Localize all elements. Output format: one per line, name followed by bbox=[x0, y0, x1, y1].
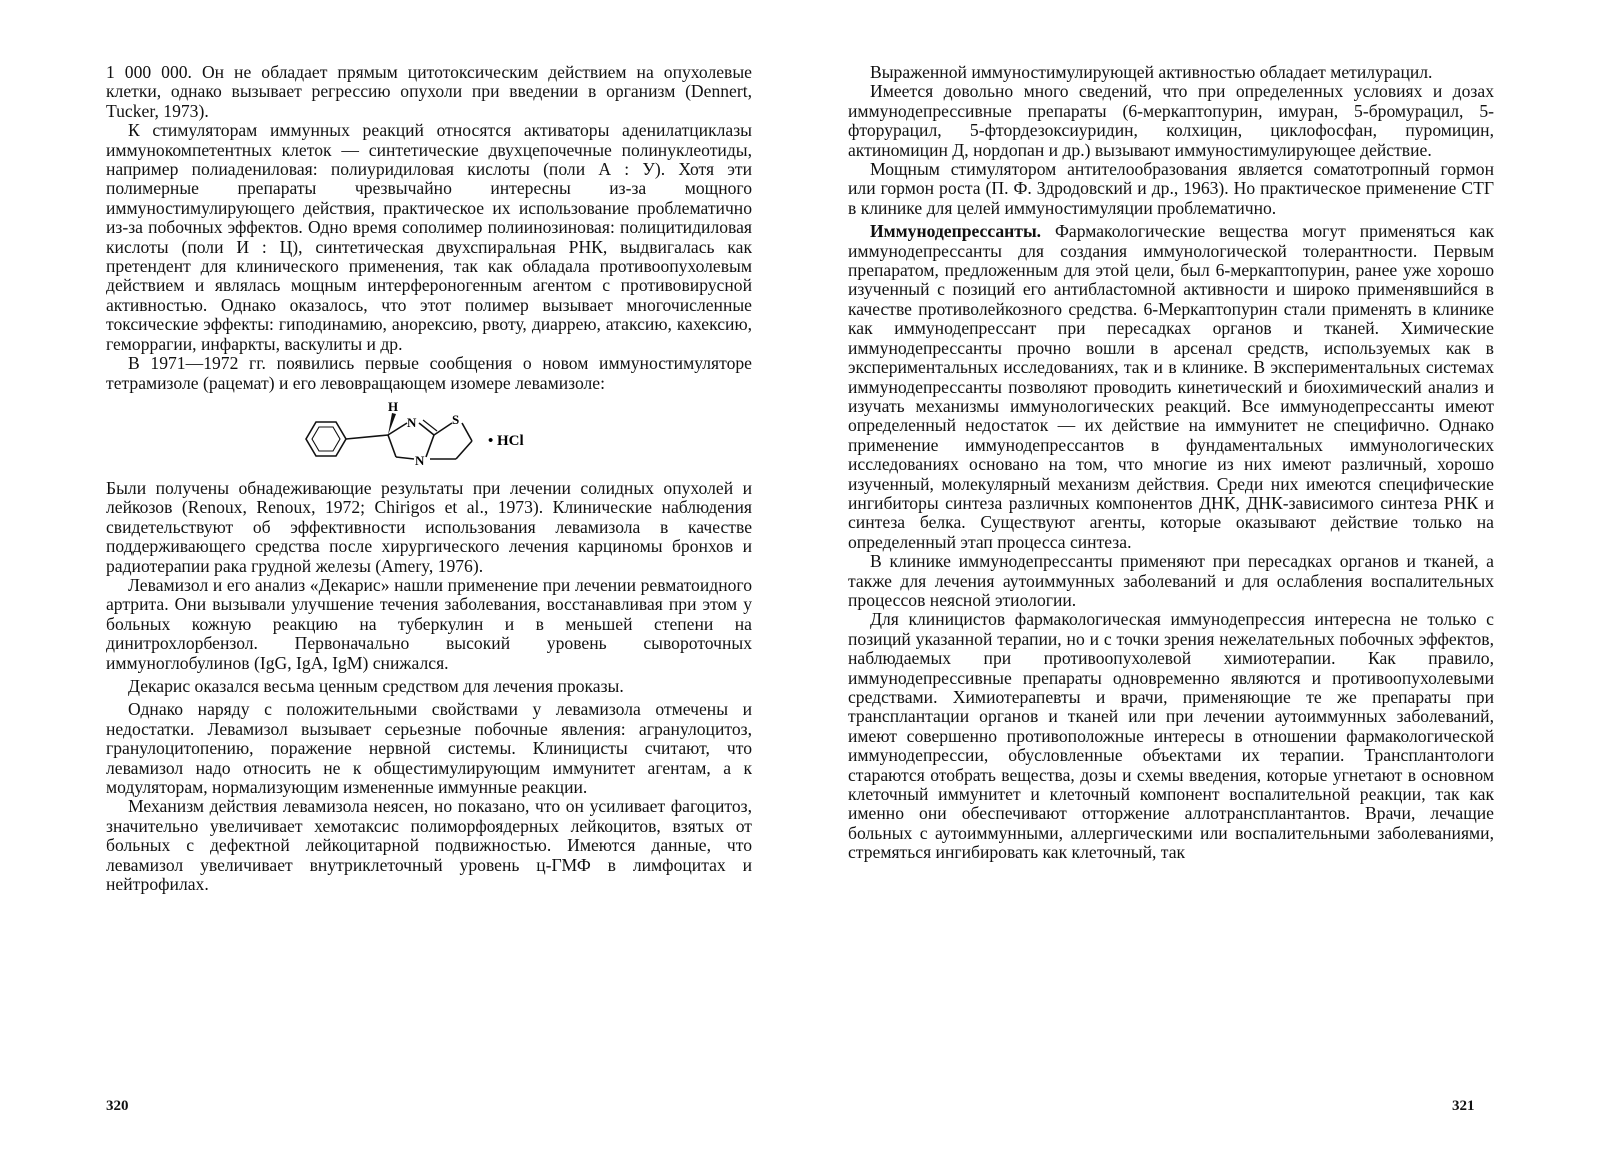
benzene-inner-ring bbox=[312, 427, 340, 451]
paragraph: Левамизол и его анализ «Декарис» нашли применение при лечении ревматоидного артрита. Они вызывали улучшение течения заболевания, восстанавливая при этом у больных кожную реакцию на туберкулин и в меньшей степени на динитрохлорбензол. Первоначально высокий уровень сывороточных иммуноглобулинов (IgG, IgA, IgM) снижался. bbox=[106, 574, 752, 673]
paragraph: Мощным стимулятором антителообразования является соматотропный гормон или гормон роста (П. Ф. Здродовский и др., 1963). Но практическое применение СТГ в клинике для целей иммуностимуляции проблематично. bbox=[848, 159, 1494, 218]
paragraph: Для клиницистов фармакологическая иммунодепрессия интересна не только с позиций указанной терапии, но и с точки зрения нежелательных побочных эффектов, наблюдаемых при противоопухолевой химиотерапии. Как правило, иммунодепрессивные препараты одновременно являются и противоопухолевыми средствами. Химиотерапевты и врачи, применяющие те же препараты при трансплантации органов и тканей или при лечении аутоиммунных заболеваний, имеют совершенно противоположные интересы в отношении фармакологической иммунодепрессии, обусловленные объектами их терапии. Трансплантологи стараются отобрать вещества, дозы и схемы введения, которые угнетают в основном клеточный иммунитет и клеточный компонент воспалительной реакции, так как именно они обеспечивают отторжение аллотрансплантантов. Врачи, лечащие больных с аутоиммунными, аллергическими или воспалительными заболеваниями, стремяться ингибировать как клеточный, так bbox=[848, 609, 1494, 863]
left-text-column bbox=[106, 63, 752, 894]
paragraph: Декарис оказался весьма ценным средством для лечения проказы. bbox=[128, 675, 624, 696]
bond-s-ch2 bbox=[462, 423, 472, 441]
double-bond bbox=[423, 420, 437, 431]
paragraph: Имеется довольно много сведений, что при определенных условиях и дозах иммунодепрессивные препараты (6-меркаптопурин, имуран, 5-бромурацил, 5-фторурацил, 5-фтордезоксиуридин, колхицин, циклофосфан, пуромицин, актиномицин Д, нордопан и др.) вызывают иммуностимулирующее действие. bbox=[848, 81, 1494, 160]
paragraph: Однако наряду с положительными свойствами у левамизола отмечены и недостатки. Левамизол вызывает серьезные побочные явления: агранулоцитоз, гранулоцитопению, поражение нервной системы. Клиницисты считают, что левамизол надо относить не к общестимулирующим иммунитет агентам, а к модуляторам, нормализующим измененные иммунные реакции. bbox=[106, 699, 752, 797]
immunodepressants-paragraph bbox=[848, 222, 1494, 552]
bond-c-s bbox=[434, 423, 452, 435]
paragraph: 1 000 000. Он не обладает прямым цитотоксическим действием на опухолевые клетки, однако вызывает регрессию опухоли при введении в организм (Dennert, Tucker, 1973). bbox=[106, 62, 752, 121]
paragraph: Механизм действия левамизола неясен, но показано, что он усиливает фагоцитоз, значительно увеличивает хемотаксис полиморфоядерных лейкоцитов, взятых от больных с дефектной лейкоцитарной подвижностью. Имеются данные, что левамизол увеличивает внутриклеточный уровень ц-ГМФ в лимфоцитах и нейтрофилах. bbox=[106, 796, 752, 895]
salt-hcl: • HCl bbox=[488, 432, 524, 449]
section-heading: Иммунодепрессанты. bbox=[870, 221, 1042, 242]
atom-s: S bbox=[452, 411, 460, 427]
bond-n2-ch2 bbox=[396, 457, 414, 459]
page-number: 321 bbox=[1452, 1098, 1475, 1114]
page-number: 320 bbox=[106, 1098, 129, 1114]
levamisole-formula-svg bbox=[296, 399, 556, 473]
bond-n1-c bbox=[419, 423, 434, 435]
bond-c-n2 bbox=[426, 435, 434, 457]
levamisole-structural-formula bbox=[106, 399, 752, 473]
bond-ch2-ch2 bbox=[456, 441, 472, 459]
right-page bbox=[800, 0, 1600, 1176]
paragraph: В клинике иммунодепрессанты применяют при пересадках органов и тканей, а также для лечения аутоиммунных заболеваний и для ослабления воспалительных процессов неясной этиологии. bbox=[848, 551, 1494, 610]
phenyl-bond bbox=[346, 435, 388, 439]
atom-n2: N bbox=[415, 452, 425, 468]
paragraph-text: Фармакологические вещества могут применяться как иммунодепрессанты для создания иммунологической толерантности. Первым препаратом, предложенным для этой цели, был 6-меркаптопурин, ранее уже хорошо изученный с позиций его антибластомной активности и широко применявшийся в качестве противолейкозного средства. 6-Меркаптопурин стали применять в клинике как иммунодепрессант при пересадках органов и тканей. Химические иммунодепрессанты прочно вошли в арсенал средств, используемых как в экспериментальных исследованиях, так и в клинике. В экспериментальных системах иммунодепрессанты позволяют проводить кинетический и биохимический анализ и изучать механизмы иммунологических реакций. Все иммунодепрессанты имеют определенный недостаток — их действие на иммунитет не специфично. Однако применение иммунодепрессантов в фундаментальных иммунологических исследованиях основано на том, что многие из них имеют различный, хорошо изученный, молекулярный механизм действия. Среди них имеются специфические ингибиторы синтеза различных компонентов ДНК, ДНК-зависимого синтеза РНК и синтеза белка. Существуют агенты, которые оказывают действие только на определенный этап процесса синтеза. bbox=[848, 221, 1494, 552]
paragraph: К стимуляторам иммунных реакций относятся активаторы аденилатциклазы иммунокомпетентных клеток — синтетические двухцепочечные полинуклеотиды, например полиадениловая: полиуридиловая кислоты (поли А : У). Хотя эти полимерные препараты чрезвычайно интересны из-за мощного иммуностимулирующего действия, практическое их использование проблематично из-за побочных эффектов. Одно время сополимер полиинозиновая: полицитидиловая кислоты (поли И : Ц), синтетическая двухспиральная РНК, выдвигалась как претендент для клинического применения, так как обладала противоопухолевым действием и являлась мощным интерфероногенным агентом с противовирусной активностью. Однако оказалось, что этот полимер вызывает многочисленные токсические эффекты: гиподинамию, анорексию, рвоту, диаррею, атаксию, кахексию, геморрагии, инфаркты, васкулиты и др. bbox=[106, 120, 752, 354]
atom-n1: N bbox=[407, 414, 417, 430]
paragraph: Выраженной иммуностимулирующей активностью обладает метилурацил. bbox=[870, 62, 1433, 82]
right-text-column bbox=[848, 63, 1494, 863]
paragraph: Были получены обнадеживающие результаты при лечении солидных опухолей и лейкозов (Renoux, Renoux, 1972; Chirigos et al., 1973). Клинические наблюдения свидетельствуют об эффективности использования левамизола в качестве поддерживающего средства после хирургического лечения карциномы бронхов и радиотерапии рака грудной железы (Amery, 1976). bbox=[106, 477, 752, 576]
paragraph: В 1971—1972 гг. появились первые сообщения о новом иммуностимуляторе тетрамизоле (рацемат) и его левовращающем изомере левамизоле: bbox=[106, 353, 752, 393]
atom-h: H bbox=[388, 398, 399, 414]
bond-ch2-c bbox=[388, 435, 396, 457]
